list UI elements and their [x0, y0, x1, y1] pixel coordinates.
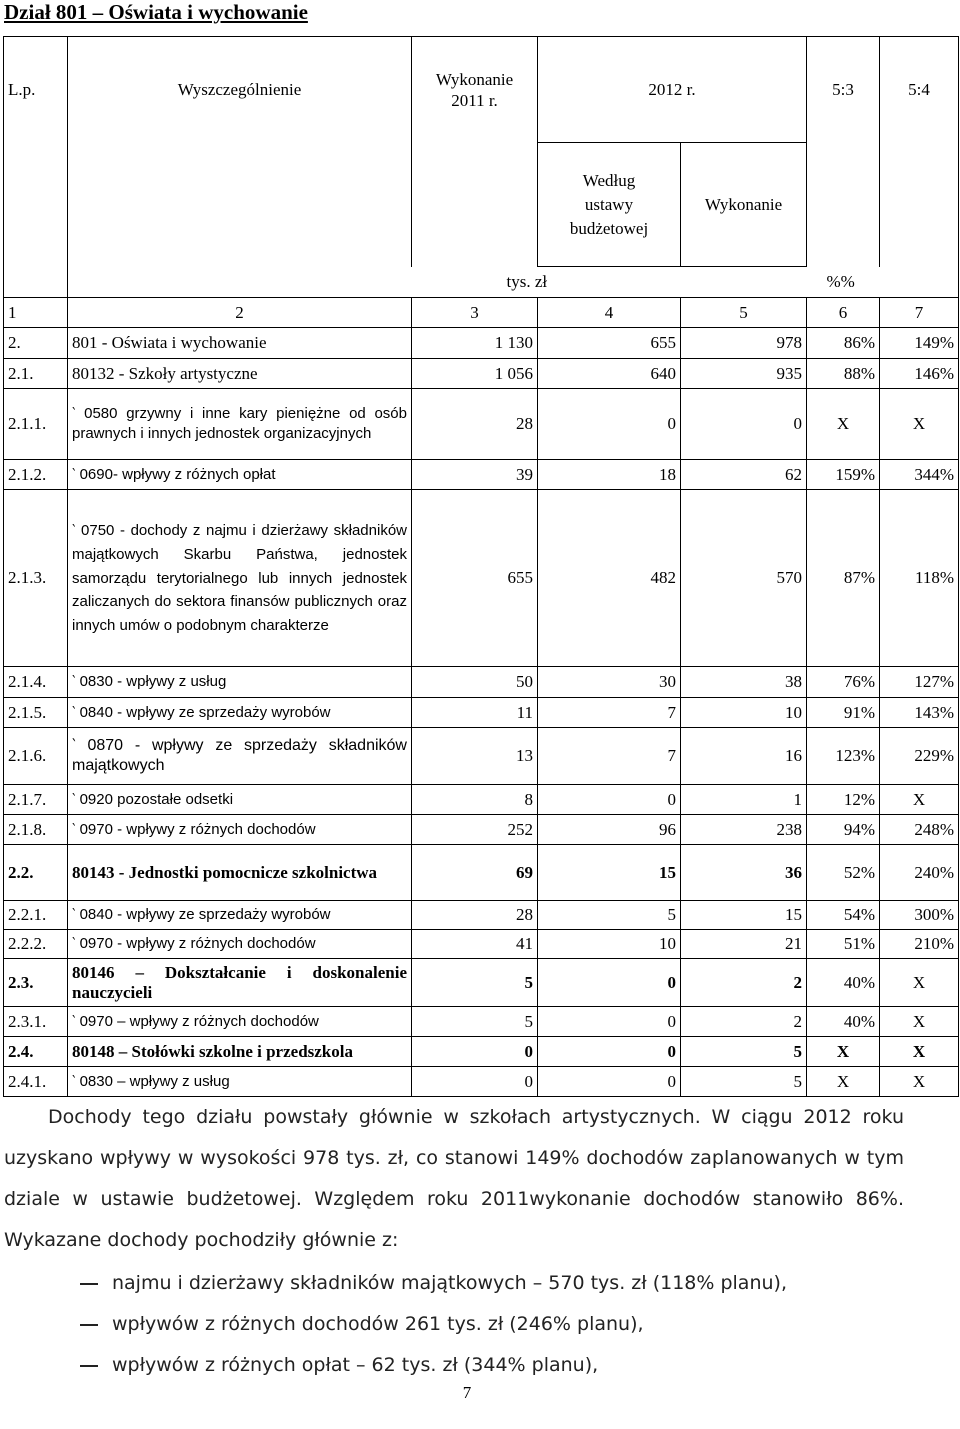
- header-cell: [68, 267, 412, 298]
- quote-mark: ‵: [72, 1013, 76, 1030]
- row-execution: 5: [681, 1067, 807, 1097]
- row-execution: 15: [681, 901, 807, 930]
- row-execution: 2: [681, 959, 807, 1007]
- row-name-text: 0840 - wpływy ze sprzedaży wyrobów: [79, 703, 331, 721]
- row-name-text: 0970 – wpływy z różnych dochodów: [79, 1012, 319, 1030]
- row-exec-2011: 11: [412, 698, 538, 728]
- row-name-text: 0830 - wpływy z usług: [79, 673, 227, 690]
- row-budget: 640: [538, 359, 681, 389]
- list-item: [4, 1345, 904, 1386]
- row-lp: 2.: [4, 328, 68, 359]
- row-exec-2011: 252: [412, 815, 538, 845]
- row-execution: 10: [681, 698, 807, 728]
- row-ratio-5-4: 229%: [880, 728, 959, 785]
- quote-mark: ‵: [72, 704, 76, 721]
- row-name-text: 0970 - wpływy z różnych dochodów: [79, 820, 316, 838]
- row-ratio-5-4: X: [880, 1037, 959, 1067]
- quote-mark: ‵: [72, 1073, 76, 1090]
- table-row: [4, 359, 959, 389]
- row-budget: 10: [538, 930, 681, 959]
- row-name: [68, 1007, 412, 1037]
- row-lp: 2.2.: [4, 845, 68, 901]
- row-exec-2011: 655: [412, 490, 538, 667]
- row-lp: 2.1.: [4, 359, 68, 389]
- quote-mark: ‵: [72, 737, 76, 754]
- row-name-text: 0580 grzywny i inne kary pieniężne od osób prawnych i innych jednostek organizacyjnych: [72, 405, 407, 442]
- table-row: [4, 728, 959, 785]
- row-exec-2011: 1 056: [412, 359, 538, 389]
- row-exec-2011: 13: [412, 728, 538, 785]
- row-budget: 0: [538, 1037, 681, 1067]
- row-exec-2011: 69: [412, 845, 538, 901]
- row-name: [68, 930, 412, 959]
- row-name: [68, 1067, 412, 1097]
- header-item: Wyszczególnienie: [68, 37, 412, 143]
- header-cell: [4, 267, 68, 298]
- row-budget: 7: [538, 728, 681, 785]
- table-row: [4, 1037, 959, 1067]
- row-budget: 0: [538, 389, 681, 460]
- table-row: [4, 815, 959, 845]
- row-exec-2011: 39: [412, 460, 538, 490]
- page-number: 7: [462, 1383, 472, 1402]
- row-ratio-5-3: 40%: [807, 1007, 880, 1037]
- row-budget: 0: [538, 785, 681, 815]
- quote-mark: ‵: [72, 936, 76, 952]
- row-lp: 2.1.1.: [4, 389, 68, 460]
- row-name: [68, 490, 412, 667]
- column-numbers-row: [4, 298, 959, 328]
- quote-mark: ‵: [72, 674, 76, 690]
- row-ratio-5-4: 210%: [880, 930, 959, 959]
- row-name: 80148 – Stołówki szkolne i przedszkola: [68, 1037, 412, 1067]
- row-budget: 96: [538, 815, 681, 845]
- header-exec-2011-text: Wykonanie 2011 r.: [435, 69, 514, 110]
- bullet-list: [4, 1263, 904, 1386]
- row-ratio-5-3: 94%: [807, 815, 880, 845]
- row-budget: 0: [538, 1067, 681, 1097]
- table-row: [4, 785, 959, 815]
- unit-money: tys. zł: [412, 267, 807, 298]
- row-name-text: 0970 - wpływy z różnych dochodów: [79, 935, 316, 952]
- list-item: [4, 1304, 904, 1345]
- table-row: [4, 698, 959, 728]
- row-name: 801 - Oświata i wychowanie: [68, 328, 412, 359]
- row-ratio-5-4: 300%: [880, 901, 959, 930]
- header-budget-text: Według ustawy budżetowej: [569, 170, 649, 238]
- row-ratio-5-4: 248%: [880, 815, 959, 845]
- row-name-text: 0750 - dochody z najmu i dzierżawy składników majątkowych Skarbu Państwa, jednostek samorządu terytorialnego lub innych jednostek zaliczanych do sektora finansów publicznych oraz innych umów o podobnym charakterze: [72, 521, 407, 634]
- row-budget: 18: [538, 460, 681, 490]
- header-budget: [538, 143, 681, 267]
- header-row: [4, 143, 959, 267]
- header-cell: [68, 143, 412, 267]
- row-lp: 2.1.3.: [4, 490, 68, 667]
- row-ratio-5-3: 91%: [807, 698, 880, 728]
- row-name: [68, 901, 412, 930]
- row-execution: 16: [681, 728, 807, 785]
- row-ratio-5-4: 127%: [880, 667, 959, 698]
- unit-percent: %%: [807, 267, 959, 298]
- row-lp: 2.2.1.: [4, 901, 68, 930]
- row-ratio-5-3: 87%: [807, 490, 880, 667]
- dash-icon: [80, 1283, 98, 1285]
- list-item-text: najmu i dzierżawy składników majątkowych – 570 tys. zł (118% planu),: [112, 1272, 787, 1294]
- header-exec-2011: [412, 37, 538, 143]
- row-exec-2011: 28: [412, 901, 538, 930]
- row-exec-2011: 50: [412, 667, 538, 698]
- row-ratio-5-4: X: [880, 959, 959, 1007]
- table-row: [4, 328, 959, 359]
- row-budget: 0: [538, 959, 681, 1007]
- row-ratio-5-3: 76%: [807, 667, 880, 698]
- row-ratio-5-4: 118%: [880, 490, 959, 667]
- column-number: 4: [538, 298, 681, 328]
- quote-mark: ‵: [72, 791, 76, 808]
- row-name-text: 0690- wpływy z różnych opłat: [79, 465, 276, 483]
- row-execution: 935: [681, 359, 807, 389]
- row-lp: 2.3.1.: [4, 1007, 68, 1037]
- row-ratio-5-3: 40%: [807, 959, 880, 1007]
- row-execution: 5: [681, 1037, 807, 1067]
- table-row: [4, 667, 959, 698]
- row-execution: 62: [681, 460, 807, 490]
- dash-icon: [80, 1324, 98, 1326]
- list-item: [4, 1263, 904, 1304]
- row-execution: 238: [681, 815, 807, 845]
- row-budget: 30: [538, 667, 681, 698]
- table-row: [4, 959, 959, 1007]
- row-exec-2011: 41: [412, 930, 538, 959]
- table-row: [4, 460, 959, 490]
- row-lp: 2.4.1.: [4, 1067, 68, 1097]
- row-name-text: 0830 – wpływy z usług: [79, 1072, 230, 1090]
- row-name: 80146 – Dokształcanie i doskonalenie nauczycieli: [68, 959, 412, 1007]
- row-lp: 2.2.2.: [4, 930, 68, 959]
- quote-mark: ‵: [72, 907, 76, 923]
- units-row: [4, 267, 959, 298]
- row-exec-2011: 0: [412, 1067, 538, 1097]
- row-budget: 5: [538, 901, 681, 930]
- table-row: [4, 1067, 959, 1097]
- column-number: 1: [4, 298, 68, 328]
- row-ratio-5-4: 146%: [880, 359, 959, 389]
- column-number: 2: [68, 298, 412, 328]
- row-execution: 978: [681, 328, 807, 359]
- row-lp: 2.1.4.: [4, 667, 68, 698]
- row-ratio-5-3: X: [807, 1067, 880, 1097]
- quote-mark: ‵: [72, 406, 76, 422]
- row-exec-2011: 5: [412, 959, 538, 1007]
- header-row: [4, 37, 959, 143]
- table-row: [4, 389, 959, 460]
- row-execution: 570: [681, 490, 807, 667]
- row-ratio-5-4: 143%: [880, 698, 959, 728]
- row-exec-2011: 8: [412, 785, 538, 815]
- header-ratio-5-3: 5:3: [807, 37, 880, 143]
- table-row: [4, 930, 959, 959]
- row-ratio-5-4: X: [880, 1067, 959, 1097]
- row-ratio-5-3: 52%: [807, 845, 880, 901]
- row-ratio-5-3: 86%: [807, 328, 880, 359]
- row-ratio-5-4: 344%: [880, 460, 959, 490]
- row-ratio-5-3: 159%: [807, 460, 880, 490]
- row-name: [68, 785, 412, 815]
- row-budget: 655: [538, 328, 681, 359]
- header-execution: Wykonanie: [681, 143, 807, 267]
- summary-text: Dochody tego działu powstały głównie w szkołach artystycznych. W ciągu 2012 roku uzyskano wpływy w wysokości 978 tys. zł, co stanowi 149% dochodów zaplanowanych w tym dziale w ustawie budżetowej. Względem roku 2011wykonanie dochodów stanowiło 86%. Wykazane dochody pochodziły głównie z:: [4, 1106, 904, 1251]
- row-budget: 15: [538, 845, 681, 901]
- page-title: Dział 801 – Oświata i wychowanie: [4, 0, 308, 24]
- table-row: [4, 490, 959, 667]
- header-year-2012: 2012 r.: [538, 37, 807, 143]
- row-name: [68, 389, 412, 460]
- row-ratio-5-3: X: [807, 389, 880, 460]
- row-lp: 2.1.6.: [4, 728, 68, 785]
- header-cell: [807, 143, 880, 267]
- header-ratio-5-4: 5:4: [880, 37, 959, 143]
- row-exec-2011: 1 130: [412, 328, 538, 359]
- row-lp: 2.1.8.: [4, 815, 68, 845]
- column-number: 7: [880, 298, 959, 328]
- header-lp: L.p.: [4, 37, 68, 143]
- header-cell: [412, 143, 538, 267]
- header-cell: [4, 143, 68, 267]
- table-row: [4, 1007, 959, 1037]
- row-ratio-5-3: 51%: [807, 930, 880, 959]
- row-name: 80143 - Jednostki pomocnicze szkolnictwa: [68, 845, 412, 901]
- summary-paragraph: [4, 1097, 904, 1261]
- row-ratio-5-3: 88%: [807, 359, 880, 389]
- row-lp: 2.1.2.: [4, 460, 68, 490]
- row-budget: 482: [538, 490, 681, 667]
- row-execution: 21: [681, 930, 807, 959]
- row-execution: 1: [681, 785, 807, 815]
- table-row: [4, 845, 959, 901]
- quote-mark: ‵: [72, 466, 76, 483]
- row-name: [68, 698, 412, 728]
- row-budget: 7: [538, 698, 681, 728]
- row-ratio-5-3: X: [807, 1037, 880, 1067]
- row-exec-2011: 5: [412, 1007, 538, 1037]
- row-execution: 0: [681, 389, 807, 460]
- row-name: 80132 - Szkoły artystyczne: [68, 359, 412, 389]
- header-cell: [880, 143, 959, 267]
- quote-mark: ‵: [72, 522, 76, 539]
- row-name-text: 0920 pozostałe odsetki: [79, 790, 234, 808]
- dash-icon: [80, 1365, 98, 1367]
- row-name: [68, 728, 412, 785]
- row-name-text: 0840 - wpływy ze sprzedaży wyrobów: [79, 906, 331, 923]
- row-lp: 2.1.7.: [4, 785, 68, 815]
- column-number: 6: [807, 298, 880, 328]
- row-ratio-5-4: X: [880, 389, 959, 460]
- row-name-text: 0870 - wpływy ze sprzedaży składników majątkowych: [72, 737, 407, 774]
- column-number: 3: [412, 298, 538, 328]
- revenue-table: [3, 36, 959, 1097]
- row-execution: 2: [681, 1007, 807, 1037]
- row-name: [68, 667, 412, 698]
- row-execution: 38: [681, 667, 807, 698]
- row-name: [68, 460, 412, 490]
- quote-mark: ‵: [72, 821, 76, 838]
- row-lp: 2.3.: [4, 959, 68, 1007]
- row-exec-2011: 28: [412, 389, 538, 460]
- row-execution: 36: [681, 845, 807, 901]
- row-ratio-5-3: 54%: [807, 901, 880, 930]
- row-ratio-5-4: 149%: [880, 328, 959, 359]
- list-item-text: wpływów z różnych opłat – 62 tys. zł (344% planu),: [112, 1354, 599, 1376]
- row-ratio-5-4: 240%: [880, 845, 959, 901]
- row-ratio-5-3: 12%: [807, 785, 880, 815]
- row-budget: 0: [538, 1007, 681, 1037]
- row-lp: 2.1.5.: [4, 698, 68, 728]
- column-number: 5: [681, 298, 807, 328]
- row-ratio-5-4: X: [880, 1007, 959, 1037]
- row-exec-2011: 0: [412, 1037, 538, 1067]
- row-ratio-5-3: 123%: [807, 728, 880, 785]
- row-name: [68, 815, 412, 845]
- list-item-text: wpływów z różnych dochodów 261 tys. zł (246% planu),: [112, 1313, 644, 1335]
- row-ratio-5-4: X: [880, 785, 959, 815]
- row-lp: 2.4.: [4, 1037, 68, 1067]
- table-row: [4, 901, 959, 930]
